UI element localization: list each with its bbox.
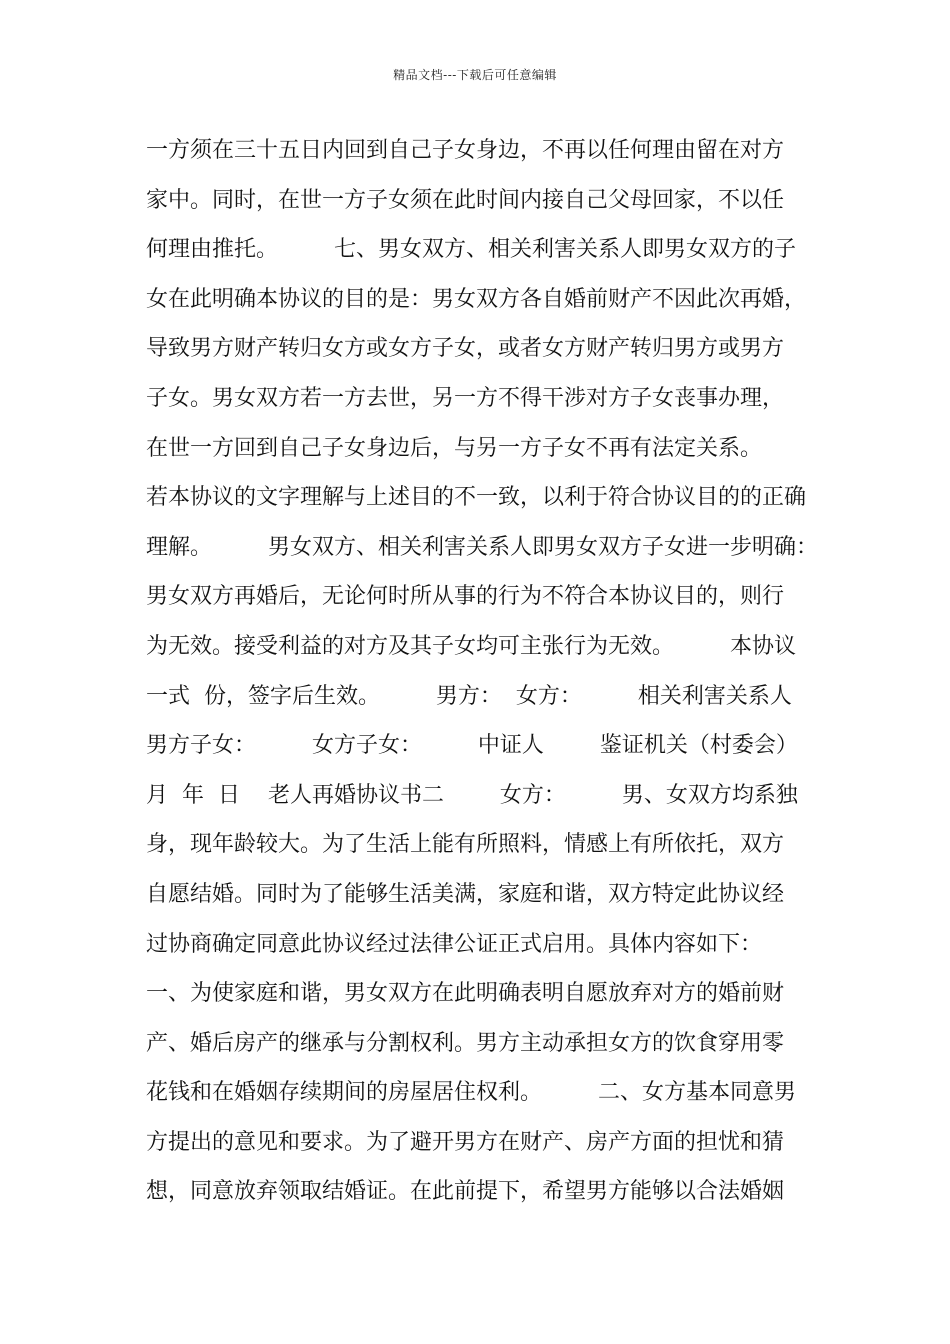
text-line-14: 月 年 日 老人再婚协议书二 女方： 男、女双方均系独 xyxy=(146,782,798,808)
text-line-10: 男女双方再婚后，无论何时所从事的行为不符合本协议目的，则行 xyxy=(146,584,785,610)
text-line-20: 花钱和在婚姻存续期间的房屋居住权利。 二、女方基本同意男 xyxy=(146,1080,796,1106)
text-line-18: 一、为使家庭和谐，男女双方在此明确表明自愿放弃对方的婚前财 xyxy=(146,981,785,1007)
text-line-16: 自愿结婚。同时为了能够生活美满，家庭和谐，双方特定此协议经 xyxy=(146,881,785,907)
text-line-5: 导致男方财产转归女方或女方子女，或者女方财产转归男方或男方 xyxy=(146,336,785,362)
text-line-17: 过协商确定同意此协议经过法律公证正式启用。具体内容如下： xyxy=(146,931,763,957)
text-line-6: 子女。男女双方若一方去世，另一方不得干涉对方子女丧事办理， xyxy=(146,385,785,411)
text-line-9: 理解。 男女双方、相关利害关系人即男女双方子女进一步明确： xyxy=(146,534,818,560)
text-line-1: 一方须在三十五日内回到自己子女身边，不再以任何理由留在对方 xyxy=(146,138,785,163)
text-line-7: 在世一方回到自己子女身边后，与另一方子女不再有法定关系。 xyxy=(146,435,763,461)
text-line-2: 家中。同时，在世一方子女须在此时间内接自己父母回家，不以任 xyxy=(146,187,785,213)
text-line-4: 女在此明确本协议的目的是：男女双方各自婚前财产不因此次再婚， xyxy=(146,286,807,312)
text-line-21: 方提出的意见和要求。为了避开男方在财产、房产方面的担忧和猜 xyxy=(146,1129,785,1155)
text-line-11: 为无效。接受利益的对方及其子女均可主张行为无效。 本协议 xyxy=(146,633,796,659)
text-line-19: 产、婚后房产的继承与分割权利。男方主动承担女方的饮食穿用零 xyxy=(146,1030,785,1056)
text-line-22: 想，同意放弃领取结婚证。在此前提下，希望男方能够以合法婚姻 xyxy=(146,1179,785,1205)
text-line-12: 一式 份，签字后生效。 男方： 女方： 相关利害关系人 xyxy=(146,683,792,709)
text-line-3: 何理由推托。 七、男女双方、相关利害关系人即男女双方的子 xyxy=(146,237,796,263)
text-line-8: 若本协议的文字理解与上述目的不一致，以利于符合协议目的的正确 xyxy=(146,485,807,511)
page-header: 精品文档---下载后可任意编辑 xyxy=(393,68,557,82)
body-text xyxy=(146,126,846,1217)
text-line-13: 男方子女： 女方子女： 中证人 鉴证机关（村委会） xyxy=(146,733,798,759)
text-line-15: 身，现年龄较大。为了生活上能有所照料，情感上有所依托，双方 xyxy=(146,832,785,858)
